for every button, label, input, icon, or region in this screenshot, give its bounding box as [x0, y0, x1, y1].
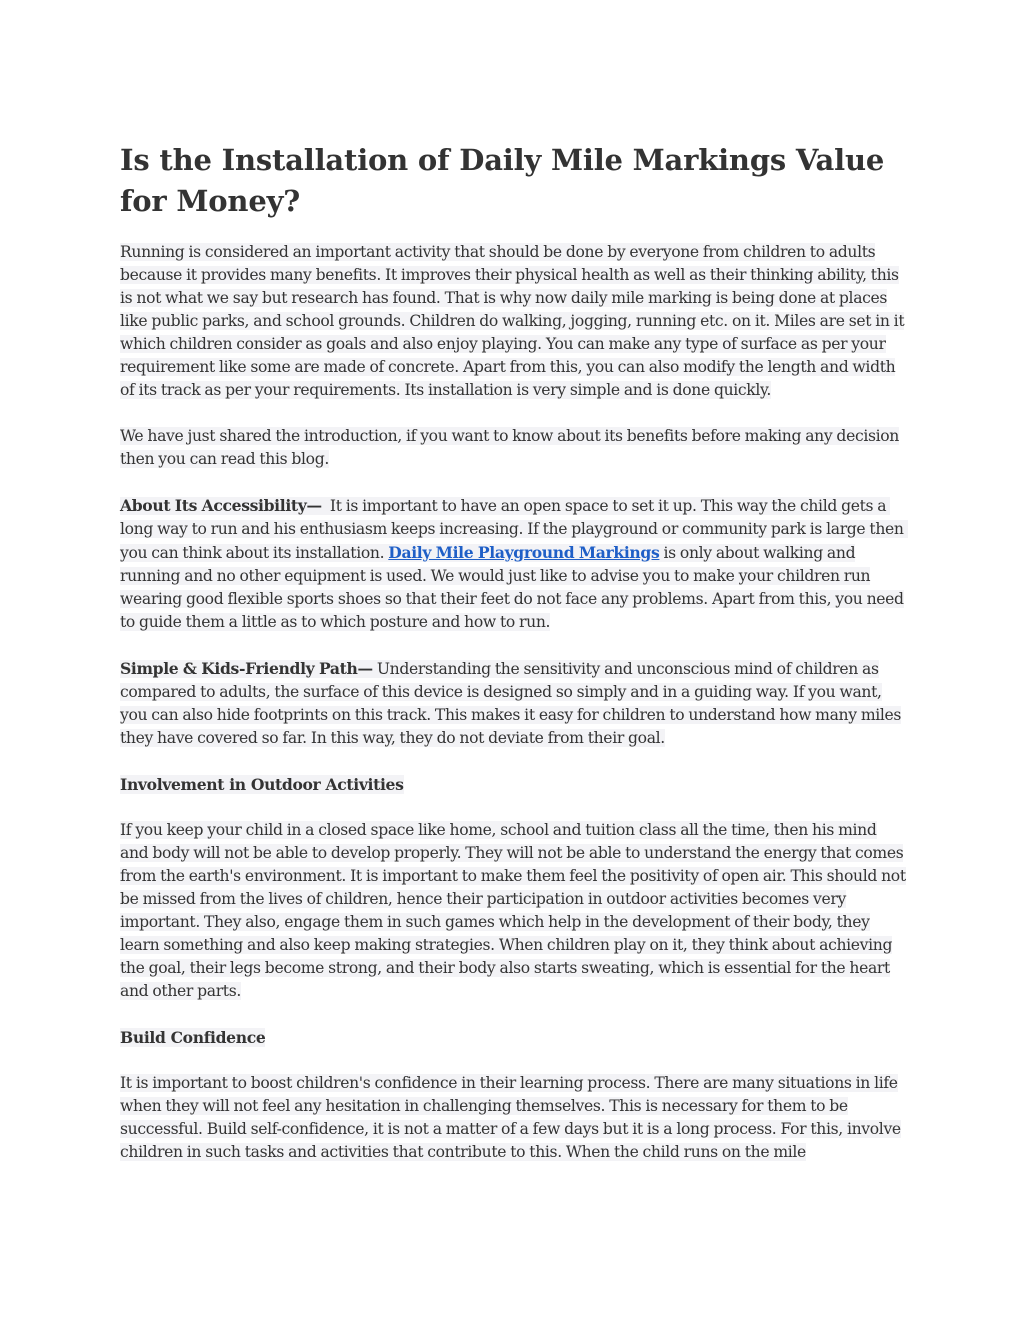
outdoor-heading [120, 773, 906, 796]
intro-text: Running is considered an important activity that should be done by everyone from children to adults because it provides many benefits. It improves their physical health as well as their thinking ability, this is not what we say but research has found. That is why now daily mile marking is being done at places like public parks, and school grounds. Children do walking, jogging, running etc. on it. Miles are set in it which children consider as goals and also enjoy playing. You can make any type of surface as per your requirement like some are made of concrete. Apart from this, you can also modify the length and width of its track as per your requirements. Its installation is very simple and is done quickly. [120, 243, 905, 399]
intro2-paragraph [120, 425, 906, 471]
confidence-heading-text: Build Confidence [120, 1028, 266, 1047]
article-title: Is the Installation of Daily Mile Markings Value for Money? [120, 143, 885, 218]
confidence-paragraph [120, 1072, 906, 1164]
accessibility-text-before: It is important to have an open space to set it up. This way the child gets a long way to run and his enthusiasm keeps increasing. If the playground or community park is large then you can think about its installation. [120, 497, 908, 562]
accessibility-heading: About Its Accessibility— [120, 496, 322, 515]
outdoor-text: If you keep your child in a closed space like home, school and tuition class all the time, then his mind and body will not be able to develop properly. They will not be able to understand the energy that comes from the earth's environment. It is important to make them feel the positivity of open air. This should not be missed from the lives of children, hence their participation in outdoor activities becomes very important. They also, engage them in such games which help in the development of their body, they learn something and also keep making strategies. When children play on it, they think about achieving the goal, their legs become strong, and their body also starts sweating, which is essential for the heart and other parts. [120, 821, 906, 1000]
simple-path-text: Understanding the sensitivity and unconscious mind of children as compared to adults, the surface of this device is designed so simply and in a guiding way. If you want, you can also hide footprints on this track. This makes it easy for children to understand how many miles they have covered so far. In this way, they do not deviate from their goal. [120, 660, 902, 747]
document-page [120, 140, 906, 1187]
simple-path-heading: Simple & Kids-Friendly Path— [120, 659, 373, 678]
intro2-text: We have just shared the introduction, if you want to know about its benefits before making any decision then you can read this blog. [120, 427, 899, 468]
confidence-heading [120, 1026, 906, 1049]
outdoor-heading-text: Involvement in Outdoor Activities [120, 775, 404, 794]
intro-paragraph [120, 241, 906, 402]
simple-path-paragraph [120, 657, 906, 750]
accessibility-paragraph [120, 494, 906, 634]
accessibility-text-after: is only about walking and running and no other equipment is used. We would just like to advise you to make your children run wearing good flexible sports shoes so that their feet do not face any problems. Apart from this, you need to guide them a little as to which posture and how to run. [120, 544, 904, 631]
daily-mile-markings-link[interactable]: Daily Mile Playground Markings [388, 543, 660, 562]
outdoor-paragraph [120, 819, 906, 1003]
confidence-text: It is important to boost children's confidence in their learning process. There are many situations in life when they will not feel any hesitation in challenging themselves. This is necessary for them to be successful. Build self-confidence, it is not a matter of a few days but it is a long process. For this, involve children in such tasks and activities that contribute to this. When the child runs on the mile [120, 1074, 901, 1161]
